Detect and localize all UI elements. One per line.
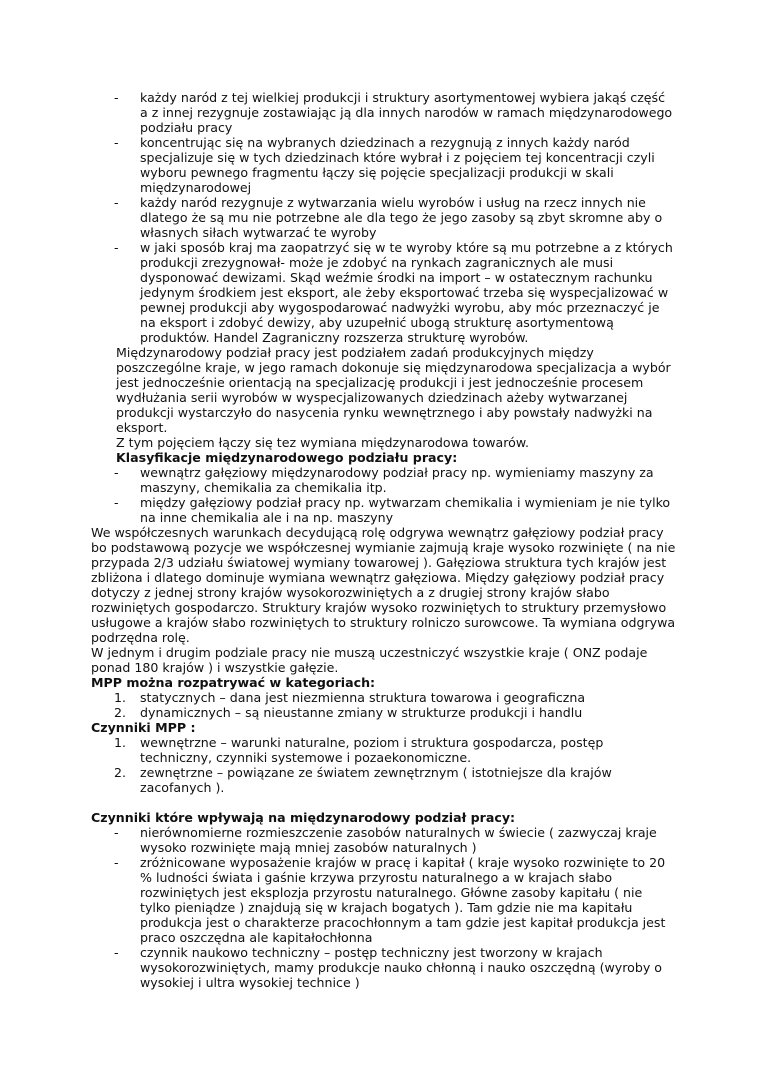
list-item [114, 825, 675, 855]
list-item-text: koncentrując się na wybranych dziedzinach a rezygnują z innych każdy naród specjalizuje się w tych dziedzinach które wybrał i z pojęciem tej koncentracji czyli wyboru pewnego fragmentu łączy się pojęcie specjalizacji produkcji w skali międzynarodowej [140, 135, 655, 195]
paragraph-text: We współczesnych warunkach decydującą rolę odgrywa wewnątrz gałęziowy podział pracy bo podstawową pozycje we współczesnej wymianie zajmują kraje wysoko rozwinięte ( na nie przypada 2/3 udziału światowej wymiany towarowej ). Gałęziowa struktura tych krajów jest zbliżona i dlatego dominuje wymiana wewnątrz gałęziowa. Między gałęziowy podział pracy dotyczy z jednej strony krajów wysokorozwiniętych a z drugiej strony krajów słabo rozwiniętych gospodarczo. Struktury krajów wysoko rozwiniętych to struktury przemysłowo usługowe a krajów słabo rozwiniętych to struktury rolniczo surowcowe. Ta wymiana odgrywa podrzędna rolę. [91, 525, 676, 645]
list-item-text: zewnętrzne – powiązane ze światem zewnętrznym ( istotniejsze dla krajów zacofanych ). [140, 765, 612, 795]
bullet-dash: - [114, 135, 119, 150]
bullet-dash: - [114, 495, 119, 510]
paragraph-definition [116, 345, 676, 450]
bullet-list-czynniki [114, 825, 675, 990]
list-item [114, 135, 675, 195]
list-item [114, 735, 675, 765]
numbered-list-czynniki [114, 735, 675, 795]
bullet-dash: - [114, 465, 119, 480]
bullet-dash: - [114, 825, 119, 840]
numbered-list-kategorie [114, 690, 675, 720]
list-item [114, 465, 675, 495]
list-item-text: nierównomierne rozmieszczenie zasobów naturalnych w świecie ( zazwyczaj kraje wysoko rozwinięte mają mniej zasobów naturalnych ) [140, 825, 657, 855]
list-item-text: wewnątrz gałęziowy międzynarodowy podział pracy np. wymieniamy maszyny za maszyny, chemikalia za chemikalia itp. [140, 465, 654, 495]
list-item [114, 705, 675, 720]
heading-czynniki-wplywajace: Czynniki które wpływają na międzynarodowy podział pracy: [91, 810, 516, 825]
bullet-list-klasyfikacje [114, 465, 675, 525]
bullet-dash: - [114, 90, 119, 105]
list-item-text: między gałęziowy podział pracy np. wytwarzam chemikalia i wymieniam je nie tylko na inne chemikalia ale i na np. maszyny [140, 495, 671, 525]
paragraph-text: W jednym i drugim podziale pracy nie muszą uczestniczyć wszystkie kraje ( ONZ podaje ponad 180 krajów ) i wszystkie gałęzie. [91, 645, 648, 675]
list-item-text: wewnętrzne – warunki naturalne, poziom i struktura gospodarcza, postęp techniczny, czynniki systemowe i pozaekonomiczne. [140, 735, 604, 765]
list-item-text: zróżnicowane wyposażenie krajów w pracę i kapitał ( kraje wysoko rozwinięte to 20 % ludności świata i gaśnie krzywa przyrostu naturalnego a w krajach słabo rozwiniętych jest eksplozja przyrostu naturalnego. Główne zasoby kapitału ( nie tylko pieniądze ) znajdują się w krajach bogatych ). Tam gdzie nie ma kapitału produkcja jest o charakterze pracochłonnym a tam gdzie jest kapitał produkcja jest praco oszczędna ale kapitałochłonna [140, 855, 666, 945]
heading-mpp-kategorie: MPP można rozpatrywać w kategoriach: [91, 675, 376, 690]
bullet-list-intro [114, 90, 675, 345]
list-item [114, 90, 675, 135]
paragraph-text: Międzynarodowy podział pracy jest podziałem zadań produkcyjnych między poszczególne kraje, w jego ramach dokonuje się międzynarodowa specjalizacja a wybór jest jednocześnie orientacją na specjalizację produkcji i jest jednocześnie procesem wydłużania serii wyrobów w wyspecjalizowanych dziedzinach ażeby wytwarzanej produkcji wystarczyło do nasycenia rynku wewnętrznego i aby powstały nadwyżki na eksport. [116, 345, 671, 435]
paragraph-warunki [91, 525, 676, 690]
bullet-dash: - [114, 855, 119, 870]
list-item [114, 765, 675, 795]
heading-czynniki-mpp: Czynniki MPP : [91, 720, 196, 735]
heading-klasyfikacje: Klasyfikacje międzynarodowego podziału pracy: [116, 450, 458, 465]
list-item-text: w jaki sposób kraj ma zaopatrzyć się w te wyroby które są mu potrzebne a z których produkcji zrezygnował- może je zdobyć na rynkach zagranicznych ale musi dysponować dewizami. Skąd weźmie środki na import – w ostatecznym rachunku jedynym środkiem jest eksport, ale żeby eksportować trzeba się wyspecjalizować w pewnej produkcji aby wygospodarować nadwyżki wyrobu, aby móc przeznaczyć je na eksport i zdobyć dewizy, aby uzupełnić ubogą strukturę asortymentową produktów. Handel Zagraniczny rozszerza strukturę wyrobów. [140, 240, 673, 345]
list-item [114, 690, 675, 705]
bullet-dash: - [114, 195, 119, 210]
list-item [114, 945, 675, 990]
spacer [0, 795, 760, 810]
list-item [114, 495, 675, 525]
paragraph-text: Z tym pojęciem łączy się tez wymiana międzynarodowa towarów. [116, 435, 530, 450]
list-item-text: dynamicznych – są nieustanne zmiany w strukturze produkcji i handlu [140, 705, 583, 720]
list-number: 2. [114, 765, 127, 780]
list-item [114, 195, 675, 240]
list-item-text: każdy naród z tej wielkiej produkcji i struktury asortymentowej wybiera jakąś część a z innej rezygnuje zostawiając ją dla innych narodów w ramach międzynarodowego podziału pracy [140, 90, 673, 135]
list-number: 1. [114, 690, 127, 705]
list-item-text: czynnik naukowo techniczny – postęp techniczny jest tworzony w krajach wysokorozwiniętych, mamy produkcje nauko chłonną i nauko oszczędną (wyroby o wysokiej i ultra wysokiej technice ) [140, 945, 662, 990]
list-item-text: statycznych – dana jest niezmienna struktura towarowa i geograficzna [140, 690, 586, 705]
bullet-dash: - [114, 240, 119, 255]
list-item-text: każdy naród rezygnuje z wytwarzania wielu wyrobów i usług na rzecz innych nie dlatego że są mu nie potrzebne ale dla tego że jego zasoby są zbyt skromne aby o własnych siłach wytwarzać te wyroby [140, 195, 663, 240]
list-number: 1. [114, 735, 127, 750]
bullet-dash: - [114, 945, 119, 960]
list-number: 2. [114, 705, 127, 720]
list-item [114, 855, 675, 945]
list-item [114, 240, 675, 345]
